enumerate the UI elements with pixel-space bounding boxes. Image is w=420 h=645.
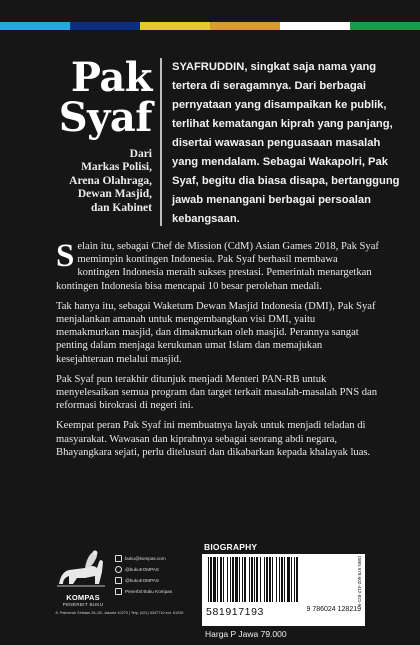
contact-twitter <box>115 576 185 584</box>
title-block <box>40 54 152 215</box>
stripe-navy <box>70 22 140 30</box>
stripe-green <box>350 22 420 30</box>
publisher-tagline: PENERBIT BUKU <box>62 602 104 607</box>
stripe-white <box>280 22 350 30</box>
subtitle-line-1: Dari <box>129 148 152 160</box>
isbn-vertical <box>356 556 362 607</box>
price-label: Harga P Jawa 79.000 <box>205 629 287 639</box>
contact-email-text: buku@kompas.com <box>125 555 166 561</box>
barcode-ean: 9 786024 128219 <box>306 606 361 613</box>
genre-label: BIOGRAPHY <box>204 542 258 552</box>
intro-paragraph: SYAFRUDDIN, singkat saja nama yang tertera di seragamnya. Dari berbagai pernyataan yang disampaikan ke publik, terlihat kematangan kiprah yang panjang, disertai wawasan penguasaan masalah yang mendalam. Sebagai Wakapolri, Pak Syaf, begitu dia biasa disapa, bertanggung jawab menangani berbagai persoalan kebangsaan. <box>172 61 400 225</box>
barcode <box>202 554 365 607</box>
blurb-paragraph-2: Tak hanya itu, sebagai Waketum Dewan Masjid Indonesia (DMI), Pak Syaf menjalankan amanah untuk mengembangkan visi DMI, yaitu memakmurkan masjid, dan dimakmurkan oleh masjid. Perannya sangat penting dalam menjaga kerukunan umat Islam dan memajukan kesejahteraan melalui masjid. <box>56 300 376 365</box>
contact-facebook-text: Penerbit Buku Kompas <box>125 588 172 594</box>
barcode-box <box>202 554 365 626</box>
contact-twitter-text: @bukuKOMPAS <box>125 577 159 583</box>
publisher-address: Jl. Palmerah Selatan 26–28, Jakarta 10270 | Telp. (021) 5347710 ext. 61025 <box>55 611 184 615</box>
subtitle-line-2: Markas Polisi, <box>81 161 152 174</box>
facebook-icon <box>115 588 122 595</box>
contact-instagram-text: @bukuKOMPAS <box>125 566 159 572</box>
title-line-2: Syaf <box>58 94 152 141</box>
email-icon <box>115 555 122 562</box>
blurb-paragraph-1: Selain itu, sebagai Chef de Mission (CdM) Asian Games 2018, Pak Syaf memimpin kontingen Indonesia. Pak Syaf berhasil membawa kontingen Indonesia meraih sukses prestasi. Pemerintah menargetkan kontingen Indonesia bisa mencapai 10 besar perolehan medali. <box>56 238 379 292</box>
subtitle-line-5: dan Kabinet <box>90 201 152 214</box>
publisher-name: KOMPAS <box>66 593 100 602</box>
publisher-logo-art <box>55 548 107 590</box>
isbn-vertical-text: ISBN 978-602-412-821-9 <box>357 556 362 607</box>
contact-email <box>115 554 185 562</box>
subtitle-line-3: Arena Olahraga, <box>69 174 152 187</box>
barcode-number: 581917193 <box>206 606 264 618</box>
stripe-orange <box>210 22 280 30</box>
book-title <box>40 54 152 141</box>
instagram-icon <box>115 566 122 573</box>
book-subtitle <box>40 148 152 215</box>
blurb-body <box>56 240 380 466</box>
blurb-paragraph-3: Pak Syaf pun terakhir ditunjuk menjadi Menteri PAN-RB untuk menyelesaikan semua program dan target terkait masalah-masalah PNS dan reformasi birokrasi di negeri ini. <box>56 373 378 412</box>
title-line-1: Pak <box>70 54 152 101</box>
title-divider <box>160 58 162 226</box>
contact-instagram <box>115 565 185 573</box>
publisher-contacts <box>115 554 185 598</box>
stripe-cyan <box>0 22 70 30</box>
color-stripe <box>0 22 420 30</box>
contact-facebook <box>115 587 185 595</box>
blurb-paragraph-4: Keempat peran Pak Syaf ini membuatnya layak untuk menjadi teladan di masyarakat. Wawasan dan kiprahnya sebagai seorang abdi negara, Bhayangkara sejati, perlu ditelusuri dan dikabarkan kepada khalayak luas. <box>56 420 371 458</box>
twitter-icon <box>115 577 122 584</box>
subtitle-line-4: Dewan Masjid, <box>77 188 152 201</box>
stripe-yellow <box>140 22 210 30</box>
publisher-block <box>55 548 185 618</box>
